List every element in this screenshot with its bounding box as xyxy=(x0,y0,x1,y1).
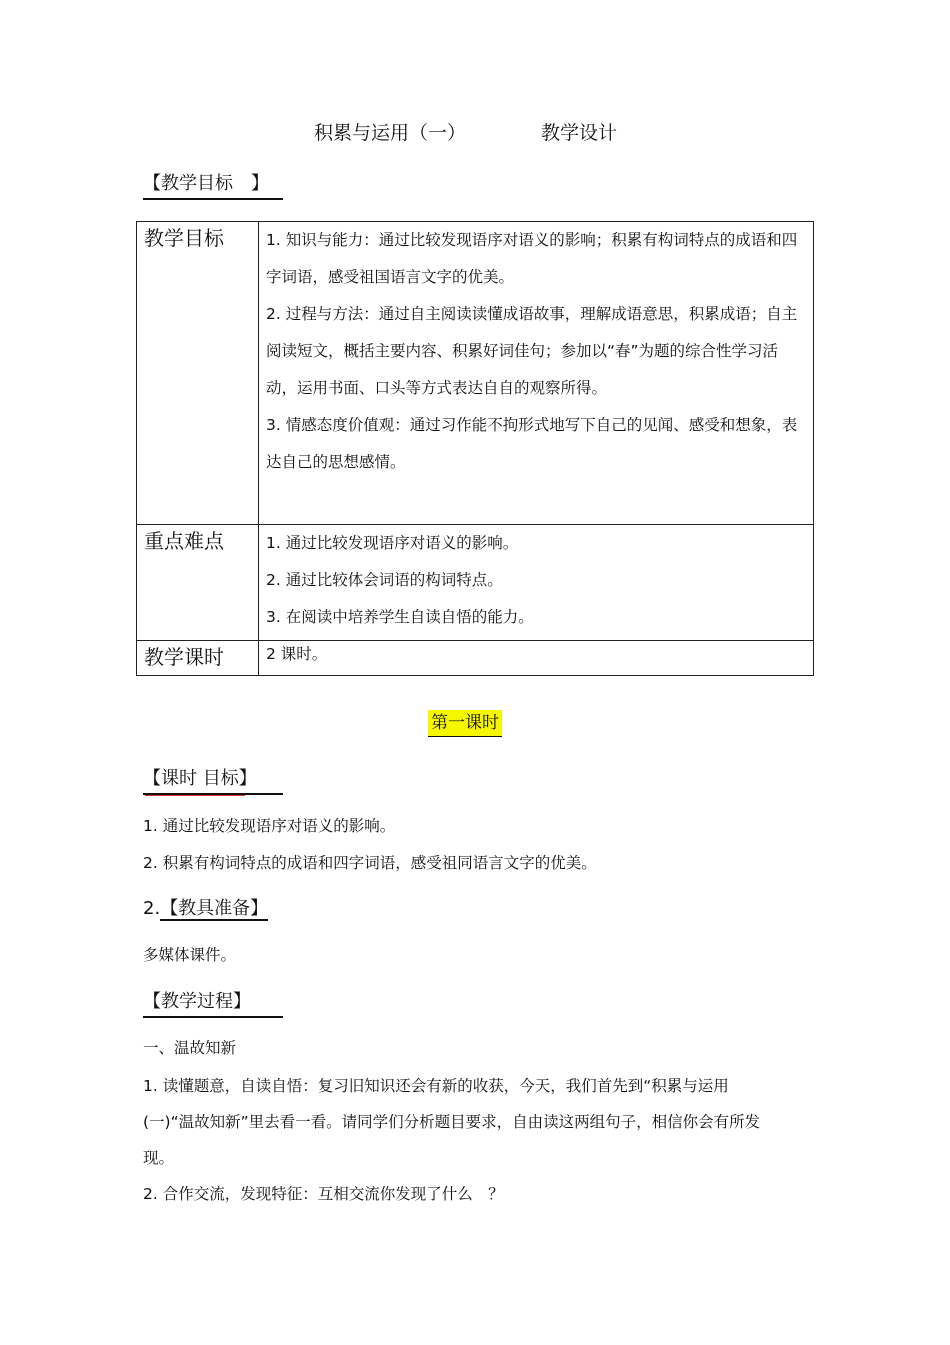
content-line: 2. 过程与方法：通过自主阅读读懂成语故事，理解成语意思，积累成语；自主阅读短文，概括主要内容、积累好词佳句；参加以“春”为题的综合性学习活动，运用书面、口头等方式表达自自的观察所得。 xyxy=(266,305,798,397)
heading-lesson-goals xyxy=(143,767,283,795)
content-line: 1. 通过比较发现语序对语义的影响。 xyxy=(266,534,519,552)
table-row xyxy=(137,525,814,641)
heading-prep-prefix: 2. xyxy=(143,898,161,919)
process-step: 1. 读懂题意，自读自悟：复习旧知识还会有新的收获，今天，我们首先到“积累与运用 (一)“温故知新”里去看一看。请同学们分析题目要求，自由读这两组句子，相信你会有所发现。 xyxy=(143,1077,761,1167)
table-row xyxy=(137,222,814,525)
heading-lesson-goals-text: 【课时 目标】 xyxy=(143,768,257,789)
red-underline xyxy=(145,795,245,796)
content-line: 3. 在阅读中培养学生自读自悟的能力。 xyxy=(266,608,534,626)
title-right: 教学设计 xyxy=(541,122,618,144)
table-row xyxy=(137,641,814,676)
process-step: 2. 合作交流，发现特征：互相交流你发现了什么 ？ xyxy=(143,1185,504,1203)
content-line: 1. 知识与能力：通过比较发现语序对语义的影响；积累有构词特点的成语和四字词语，感受祖国语言文字的优美。 xyxy=(266,231,798,286)
row-content xyxy=(259,222,814,525)
prep-text: 多媒体课件。 xyxy=(143,946,237,964)
first-lesson-heading: 第一课时 xyxy=(428,710,502,737)
row-label: 教学目标 xyxy=(137,222,259,525)
row-label: 重点难点 xyxy=(137,525,259,641)
goals-table xyxy=(136,221,814,676)
row-label: 教学课时 xyxy=(137,641,259,676)
content-line: 2. 通过比较体会词语的构词特点。 xyxy=(266,571,503,589)
heading-process: 【教学过程】 xyxy=(143,990,283,1018)
lesson-goal-item: 2. 积累有构词特点的成语和四字词语，感受祖同语言文字的优美。 xyxy=(143,854,597,872)
heading-prep xyxy=(143,897,291,921)
content-line: 2 课时。 xyxy=(266,645,328,663)
row-content xyxy=(259,641,814,676)
content-line: 3. 情感态度价值观：通过习作能不拘形式地写下自己的见闻、感受和想象，表达自己的思想感情。 xyxy=(266,416,798,471)
lesson-goal-item: 1. 通过比较发现语序对语义的影响。 xyxy=(143,817,396,835)
title-left: 积累与运用（一） xyxy=(314,122,467,144)
heading-prep-text: 【教具准备】 xyxy=(160,898,269,919)
heading-teaching-goals: 【教学目标 】 xyxy=(143,172,283,200)
row-content xyxy=(259,525,814,641)
section-title: 一、温故知新 xyxy=(143,1039,237,1057)
